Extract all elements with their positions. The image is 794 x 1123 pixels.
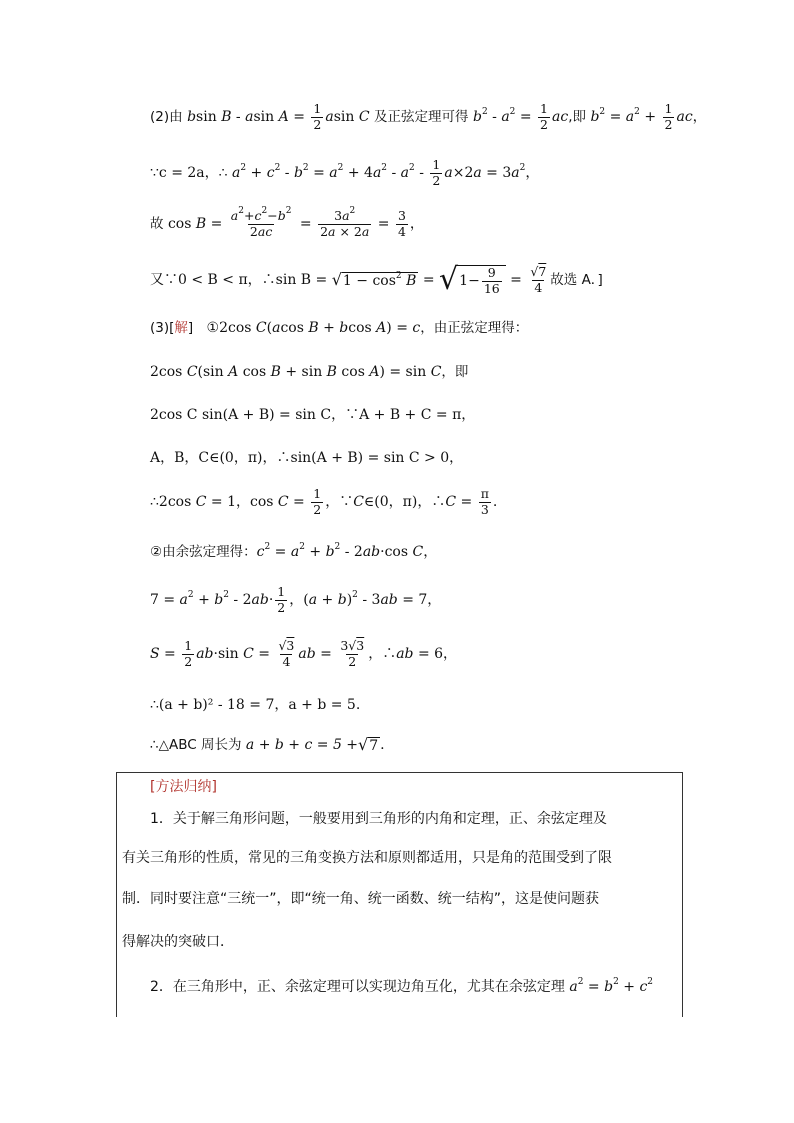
- p2-line-1: (2)由 bsin B - asin A = $\frac{1}{2}$ asin C 及正弦定理可得 $b^2 - a^2$ = $\frac{1}{2}$ ac,即 $b^2 = a^2$ + $\frac{1}{2}$ ac，: [150, 101, 707, 132]
- fraction: $\frac{1}{2}$: [540, 101, 548, 132]
- method-p1-line-1: 1．关于解三角形问题，一般要用到三角形的内角和定理，正、余弦定理及: [150, 811, 607, 827]
- p3-line-5: ∴2cos C = 1，cos C = $\frac{1}{2}$ ，∵C∈(0，π)，∴C = $\frac{\pi}{3}$ .: [150, 486, 498, 517]
- solution-label: 解: [174, 320, 188, 336]
- method-p1-line-3: 制．同时要注意“三统一”，即“统一角、统一函数、统一结构”，这是使问题获: [122, 891, 600, 907]
- p3-line-9: ∴(a + b)² - 18 = 7，a + b = 5.: [150, 697, 361, 713]
- fraction: $\frac{√7}{4}$: [530, 264, 547, 295]
- fraction: $\frac{1}{2}$: [277, 584, 286, 615]
- p3-line-6: ②由余弦定理得：$c^2 = a^2 + b^2 - 2ab\cdot\cos$ C，: [150, 542, 438, 560]
- sqrt: √ 1− $\frac{9}{16}$: [439, 265, 506, 295]
- fraction: $\frac{a^2+c^2-b^2}{2ac}$: [230, 206, 292, 239]
- p3-line-7: $7 = a^2 + b^2 - 2ab\cdot$ $\frac{1}{2}$ ，$(a + b)^2 - 3ab = 7$，: [150, 584, 442, 615]
- p3-line-4: A，B，C∈(0，π)，∴sin(A + B) = sin C > 0，: [150, 450, 464, 466]
- method-p1-line-4: 得解决的突破口．: [122, 934, 234, 950]
- p3-line-8: S = $\frac{1}{2}$ ab·sin C = $\frac{√3}{4}$ ab = $\frac{3√3}{2}$ ，∴ab = 6，: [150, 638, 458, 669]
- sqrt: √ $1 - \cos^2 B$: [331, 270, 417, 289]
- method-title: [方法归纳]: [150, 779, 217, 795]
- fraction: $\frac{1}{2}$: [664, 101, 673, 132]
- p2-line-3: 故 cos B = $\frac{a^2+c^2-b^2}{2ac}$ = $\frac{3a^2}{2a \times 2a}$ = $\frac{3}{4}$ ，: [150, 206, 424, 239]
- p3-line-1: (3)[解] ①2cos C(acos B + bcos A) = c，由正弦定理得：: [150, 320, 529, 336]
- fraction: $\frac{1}{2}$: [184, 638, 193, 669]
- fraction: $\frac{\pi}{3}$: [480, 486, 489, 517]
- fraction: $\frac{3√3}{2}$: [340, 638, 365, 669]
- fraction: $\frac{3a^2}{2a \times 2a}$: [320, 206, 370, 239]
- p2-prefix: (2)由: [150, 109, 183, 125]
- p3-line-10: ∴△ABC 周长为 a + b + c = 5 + √ 7 .: [150, 735, 385, 754]
- fraction: $\frac{1}{2}$: [432, 157, 441, 188]
- p3-line-2: 2cos C(sin A cos B + sin B cos A) = sin C，即: [150, 364, 469, 380]
- fraction: $\frac{1}{2}$: [313, 101, 322, 132]
- fraction: $\frac{1}{2}$: [313, 486, 322, 517]
- p2-condition: 及正弦定理可得: [374, 109, 469, 125]
- p3-line-3: 2cos C sin(A + B) = sin C，∵A + B + C = π，: [150, 407, 476, 423]
- fraction: $\frac{3}{4}$: [397, 208, 406, 239]
- method-p2-line-1: 2．在三角形中，正、余弦定理可以实现边角互化，尤其在余弦定理 $a^2 = b^2 + c^2$: [150, 977, 654, 995]
- fraction: $\frac{√3}{4}$: [278, 638, 295, 669]
- p2-line-4: 又∵0 < B < π，∴sin B = √ $1 - \cos^2 B$ = √ 1− $\frac{9}{16}$ = $\frac{√7}{4}$ 故选 A．]: [150, 262, 603, 297]
- p2-line-2: ∵c = 2a，∴ $a^2 + c^2 - b^2 = a^2 + 4a^2 - a^2$ - $\frac{1}{2}$ $a\times 2a = 3a^2$，: [150, 157, 540, 188]
- method-p1-line-2: 有关三角形的性质，常见的三角变换方法和原则都适用，只是角的范围受到了限: [122, 850, 612, 866]
